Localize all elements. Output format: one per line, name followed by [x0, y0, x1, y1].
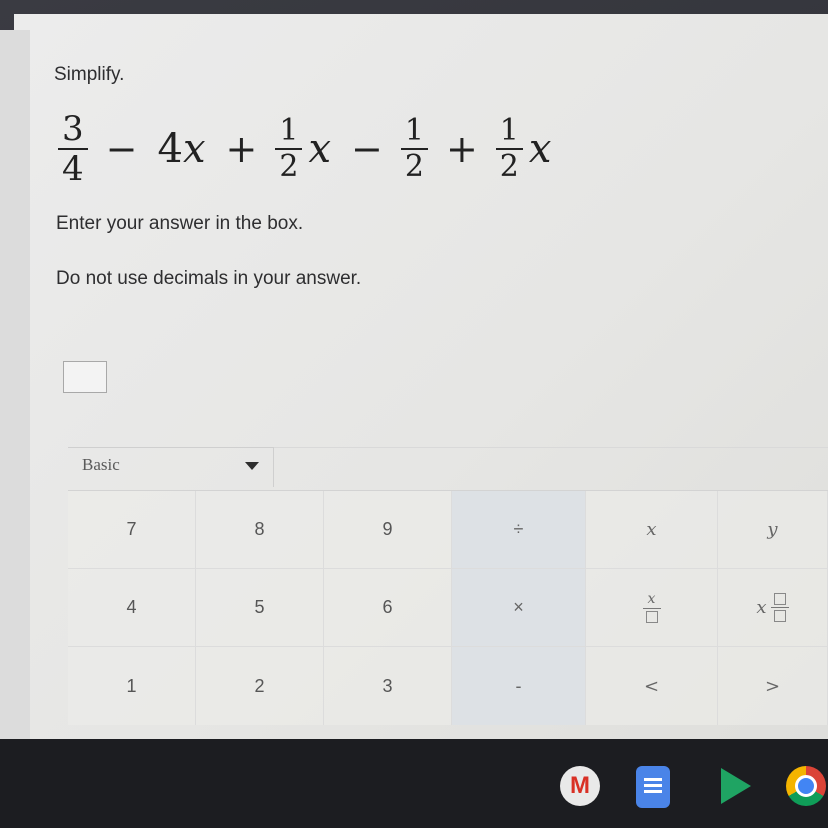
answer-input[interactable]	[63, 361, 107, 393]
key-greater-than[interactable]: >	[718, 647, 828, 725]
keypad-mode-label: Basic	[82, 455, 120, 474]
instruction-enter-answer: Enter your answer in the box.	[56, 213, 304, 234]
fraction-template-variable: x	[647, 591, 656, 607]
variable: x	[182, 126, 206, 172]
numerator: 3	[62, 109, 84, 149]
key-7[interactable]: 7	[68, 491, 196, 569]
denominator: 2	[401, 148, 428, 182]
key-9[interactable]: 9	[324, 491, 452, 569]
keypad-mode-dropdown[interactable]	[68, 447, 274, 487]
placeholder-box-icon	[774, 593, 786, 605]
instruction-no-decimals: Do not use decimals in your answer.	[56, 268, 362, 289]
key-6[interactable]: 6	[324, 569, 452, 647]
numerator: 1	[279, 113, 299, 148]
mixed-template-variable: x	[756, 597, 767, 618]
denominator: 4	[58, 148, 88, 186]
chromeos-shelf	[0, 739, 828, 828]
math-expression	[54, 104, 557, 194]
key-y[interactable]: y	[718, 491, 828, 569]
mixed-fraction-template-icon	[756, 593, 788, 622]
key-x[interactable]: x	[586, 491, 718, 569]
key-8[interactable]: 8	[196, 491, 324, 569]
fraction-term	[401, 113, 428, 184]
fraction-coefficient	[275, 113, 302, 184]
fraction-template-icon	[643, 592, 661, 623]
fraction-coefficient	[496, 113, 523, 184]
variable: x	[308, 126, 331, 172]
chrome-icon[interactable]	[786, 766, 826, 806]
coefficient: 4	[157, 126, 183, 172]
key-fraction[interactable]	[586, 569, 718, 647]
gmail-glyph: M	[570, 772, 590, 799]
play-store-icon[interactable]	[712, 766, 752, 806]
question-heading: Simplify.	[54, 64, 125, 85]
denominator: 2	[275, 148, 302, 182]
key-1[interactable]: 1	[68, 647, 196, 725]
math-keypad	[68, 490, 828, 729]
placeholder-box-icon	[646, 611, 658, 623]
numerator: 1	[499, 113, 519, 148]
key-5[interactable]: 5	[196, 569, 324, 647]
fraction-bar	[771, 607, 789, 608]
left-margin	[0, 30, 30, 750]
key-less-than[interactable]: <	[586, 647, 718, 725]
fraction-term	[58, 109, 88, 189]
key-2[interactable]: 2	[196, 647, 324, 725]
fraction-bar	[643, 608, 661, 609]
linear-term	[157, 126, 205, 172]
variable: x	[528, 126, 552, 172]
key-3[interactable]: 3	[324, 647, 452, 725]
key-divide[interactable]: ÷	[452, 491, 586, 569]
key-mixed-fraction[interactable]	[718, 569, 828, 647]
keypad-toolbar	[274, 447, 828, 487]
operator: −	[351, 127, 383, 171]
key-4[interactable]: 4	[68, 569, 196, 647]
chevron-down-icon	[245, 462, 259, 470]
key-multiply[interactable]: ×	[452, 569, 586, 647]
operator: −	[105, 127, 138, 171]
operator: +	[225, 127, 258, 171]
gmail-icon[interactable]	[560, 766, 600, 806]
numerator: 1	[404, 113, 424, 148]
docs-icon[interactable]	[636, 766, 670, 808]
key-minus[interactable]: -	[452, 647, 586, 725]
denominator: 2	[496, 148, 523, 182]
operator: +	[445, 127, 478, 171]
fraction-template-icon	[771, 593, 789, 622]
placeholder-box-icon	[774, 610, 786, 622]
